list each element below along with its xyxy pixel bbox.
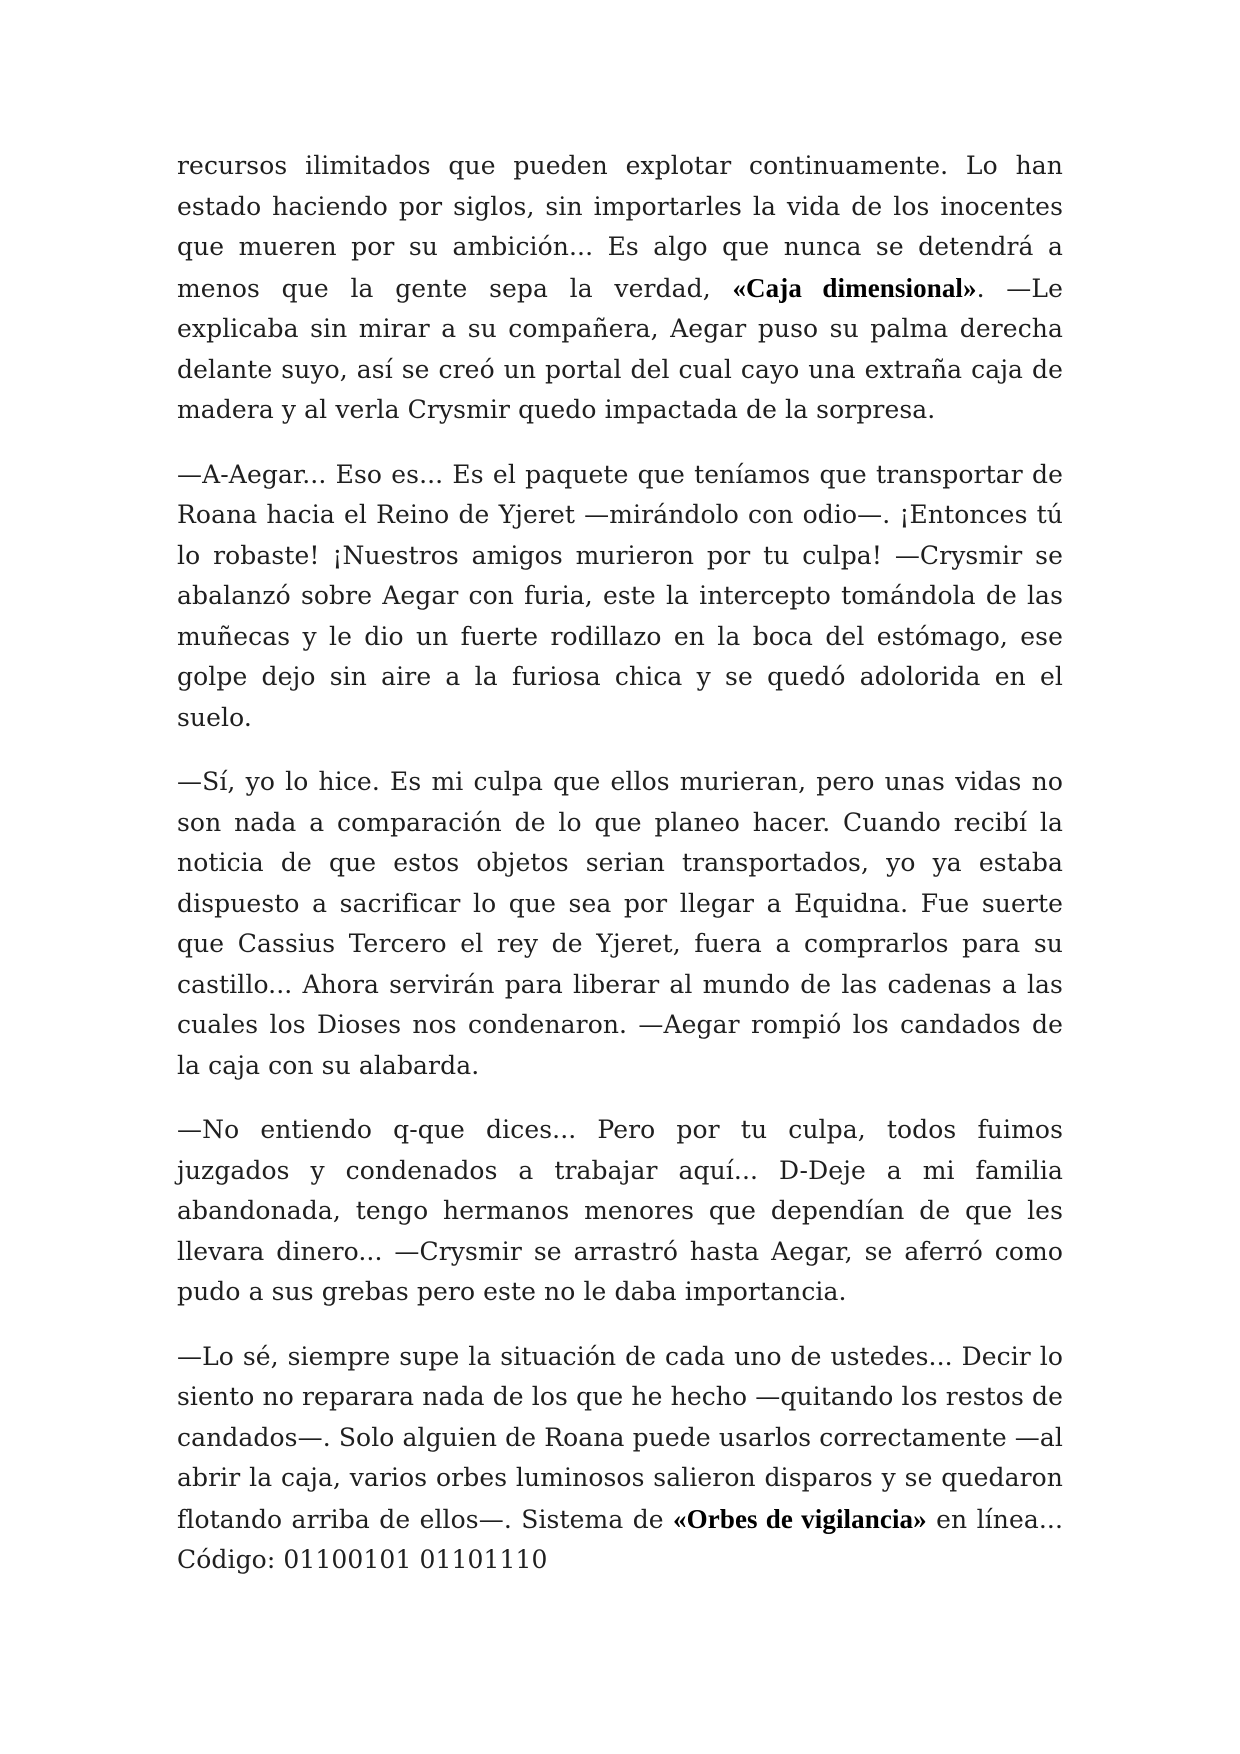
paragraph-2 <box>177 455 1063 739</box>
paragraph-1 <box>177 146 1063 431</box>
paragraph-text: . —Le explicaba sin mirar a su compañera, Aegar puso su palma derecha delante suyo, así se creó un portal del cual cayo una extraña caja de madera y al verla Crysmir quedo impactada de la sorpresa. <box>177 273 1064 424</box>
paragraph-text: —Sí, yo lo hice. Es mi culpa que ellos murieran, pero unas vidas no son nada a comparación de lo que planeo hacer. Cuando recibí la noticia de que estos objetos serian transportados, yo ya estaba dispuesto a sacrificar lo que sea por llegar a Equidna. Fue suerte que Cassius Tercero el rey de Yjeret, fuera a comprarlos para su castillo... Ahora servirán para liberar al mundo de las cadenas a las cuales los Dioses nos condenaron. —Aegar rompió los candados de la caja con su alabarda. <box>177 767 1063 1080</box>
paragraph-text: recursos ilimitados que pueden explotar continuamente. Lo han estado haciendo por siglos, sin importarles la vida de los inocentes que mueren por su ambición... Es algo que nunca se detendrá a menos que la gente sepa la verdad, <box>177 151 1063 303</box>
emphasis-orbes-de-vigilancia: «Orbes de vigilancia» <box>673 1503 927 1534</box>
paragraph-text: —No entiendo q-que dices... Pero por tu culpa, todos fuimos juzgados y condenados a trabajar aquí... D-Deje a mi familia abandonada, tengo hermanos menores que dependían de que les llevara dinero... —Crysmir se arrastró hasta Aegar, se aferró como pudo a sus grebas pero este no le daba importancia. <box>177 1115 1063 1306</box>
emphasis-caja-dimensional: «Caja dimensional» <box>732 272 977 303</box>
paragraph-text: en línea... Código: 01100101 01101110 <box>177 1504 1063 1574</box>
paragraph-4 <box>177 1110 1063 1313</box>
paragraph-3 <box>177 762 1063 1086</box>
paragraph-text: —A-Aegar... Eso es... Es el paquete que teníamos que transportar de Roana hacia el Reino de Yjeret —mirándolo con odio—. ¡Entonces tú lo robaste! ¡Nuestros amigos murieron por tu culpa! —Crysmir se abalanzó sobre Aegar con furia, este la intercepto tomándola de las muñecas y le dio un fuerte rodillazo en la boca del estómago, ese golpe dejo sin aire a la furiosa chica y se quedó adolorida en el suelo. <box>177 459 1063 732</box>
body-text <box>177 146 1063 1605</box>
paragraph-5 <box>177 1337 1063 1581</box>
paragraph-text: —Lo sé, siempre supe la situación de cada uno de ustedes... Decir lo siento no reparara nada de los que he hecho —quitando los restos de candados—. Solo alguien de Roana puede usarlos correctamente —al abrir la caja, varios orbes luminosos salieron disparos y se quedaron flotando arriba de ellos—. Sistema de <box>177 1341 1063 1534</box>
